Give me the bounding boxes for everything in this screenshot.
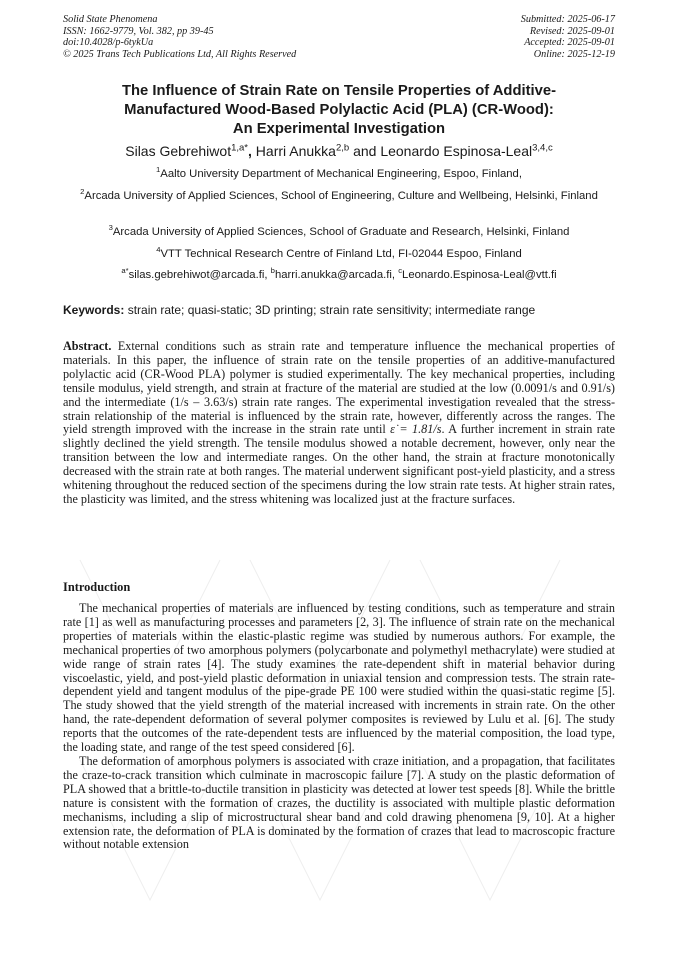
revised-date: Revised: 2025-09-01 <box>529 25 615 37</box>
affiliation-text: Arcada University of Applied Sciences, School of Engineering, Culture and Wellbeing, Helsinki, Finland <box>84 190 598 202</box>
abstract-label: Abstract. <box>63 339 112 353</box>
issn-volume: ISSN: 1662-9779, Vol. 382, pp 39-45 <box>63 25 214 37</box>
affiliation-number: 1 <box>156 165 161 175</box>
email-mark: b <box>270 266 275 276</box>
title-line: An Experimental Investigation <box>232 120 446 137</box>
copyright: © 2025 Trans Tech Publications Ltd, All Rights Reserved <box>63 48 297 60</box>
abstract <box>63 340 615 507</box>
author-affiliation-mark: 1,a* <box>231 142 249 154</box>
keywords <box>63 303 615 317</box>
paper-title <box>60 82 618 138</box>
affiliation-number: 2 <box>80 187 85 197</box>
author-name: Leonardo Espinosa-Leal <box>380 143 533 159</box>
author-affiliation-mark: 2,b <box>335 142 350 154</box>
affiliation <box>60 247 618 263</box>
email-link[interactable]: Leonardo.Espinosa-Leal@vtt.fi <box>402 269 557 281</box>
affiliation <box>60 225 618 241</box>
abstract-math: ε̇ = 1.81/s <box>390 422 442 437</box>
intro-body <box>63 602 615 852</box>
submitted-date: Submitted: 2025-06-17 <box>520 14 615 25</box>
email-list <box>60 268 618 284</box>
journal-name: Solid State Phenomena <box>63 14 158 25</box>
abstract-text: . A further increment in strain rate slightly declined the yield strength. The tensile modulus showed a notable decrement, however, only near the transition between the low and intermediate ranges. On the other hand, the strain at fracture monotonically decreased with the strain rate at both ranges. The material underwent significant post-yield plasticity, and a stress whitening throughout the reduced section of the specimens during the low strain rate tests. At higher strain rates, the plasticity was limited, and the stress whitening was localized just at the fracture surfaces. <box>63 422 615 506</box>
author-name: Silas Gebrehiwot <box>125 143 232 159</box>
abstract-text: External conditions such as strain rate and temperature influence the mechanical properties of materials. In this paper, the influence of strain rate on the tensile properties of an additive-manufactured polylactic acid (CR-Wood PLA) polymer is studied experimentally. The key mechanical properties, including tensile modulus, yield strength, and strain at fracture of the material are studied at the low (0.0091/s and 0.91/s) and the intermediate (1/s – 3.63/s) strain rate ranges. The experimental investigation revealed that the stress-strain relationship of the material is influenced by the strain rate, however, differently across the ranges. The yield strength improved with the increase in the strain rate until <box>63 339 615 437</box>
title-line: Manufactured Wood-Based Polylactic Acid (PLA) (CR-Wood): <box>124 101 554 118</box>
keywords-label: Keywords: <box>63 303 125 317</box>
email-link[interactable]: silas.gebrehiwot@arcada.fi, <box>128 269 271 281</box>
keywords-text: strain rate; quasi-static; 3D printing; strain rate sensitivity; intermediate range <box>124 303 536 317</box>
affiliation-number: 4 <box>156 245 161 255</box>
online-date: Online: 2025-12-19 <box>533 48 615 60</box>
paragraph: The mechanical properties of materials are influenced by testing conditions, such as temperature and strain rate [1] as well as manufacturing processes and parameters [2, 3]. The influence of strain rate on the mechanical properties of materials within the elastic-plastic regime was studied by numerous authors. For example, the mechanical properties of two amorphous polymers (polycarbonate and polymethyl methacrylate) were studied at wide range of strain rates [4]. The study examines the rate-dependent shift in material behavior during viscoelastic, yield, and post-yield plastic deformation in uniaxial tension and compression tests. The strain rate-dependent yield and tangent modulus of the pipe-grade PE 100 were studied within the quasi-static regime [5]. The study showed that the yield strength of the material increased with increments in strain rate. On the other hand, the rate-dependent deformation of several polymer composites is reviewed by Lulu et al. [6]. The study reports that the outcomes of the rate-dependent tests are influenced by the material composition, the load type, the loading state, and range of the test speed considered [6]. <box>63 601 615 755</box>
affiliation-text: Aalto University Department of Mechanical Engineering, Espoo, Finland, <box>160 168 522 180</box>
journal-header <box>63 14 296 60</box>
author-affiliation-mark: 3,4,c <box>532 142 553 154</box>
author-name: Harri Anukka <box>255 143 336 159</box>
affiliation-text: Arcada University of Applied Sciences, School of Graduate and Research, Helsinki, Finland <box>112 226 570 238</box>
affiliation-text: VTT Technical Research Centre of Finland Ltd, FI-02044 Espoo, Finland <box>160 248 522 260</box>
affiliation <box>60 189 618 205</box>
accepted-date: Accepted: 2025-09-01 <box>524 37 615 48</box>
dates-header <box>521 14 615 60</box>
email-mark: a* <box>121 266 129 276</box>
author-list <box>60 143 618 159</box>
section-heading: Introduction <box>63 580 131 594</box>
email-link[interactable]: harri.anukka@arcada.fi, <box>274 269 399 281</box>
email-mark: c <box>398 266 403 276</box>
author-separator: , <box>248 143 256 159</box>
title-line: The Influence of Strain Rate on Tensile Properties of Additive- <box>121 83 557 99</box>
author-separator: and <box>349 143 381 159</box>
affiliation-number: 3 <box>108 223 113 233</box>
paragraph: The deformation of amorphous polymers is associated with craze initiation, and a propagation, that facilitates the craze-to-crack transition which culminate in macroscopic failure [7]. A study on the plastic deformation of PLA showed that a brittle-to-ductile transition in plasticity was detected at lower test speeds [8]. While the brittle nature is consistent with the formation of crazes, the ductility is associated with multiple plastic deformation mechanisms, including a slip of microstructural shear band and cold drawing phenomena [9, 10]. At a higher extension rate, the deformation of PLA is dominated by the formation of crazes that lead to macroscopic fracture without notable extension <box>63 753 615 852</box>
affiliation <box>60 167 618 183</box>
doi: doi:10.4028/p-6tykUa <box>63 37 154 48</box>
